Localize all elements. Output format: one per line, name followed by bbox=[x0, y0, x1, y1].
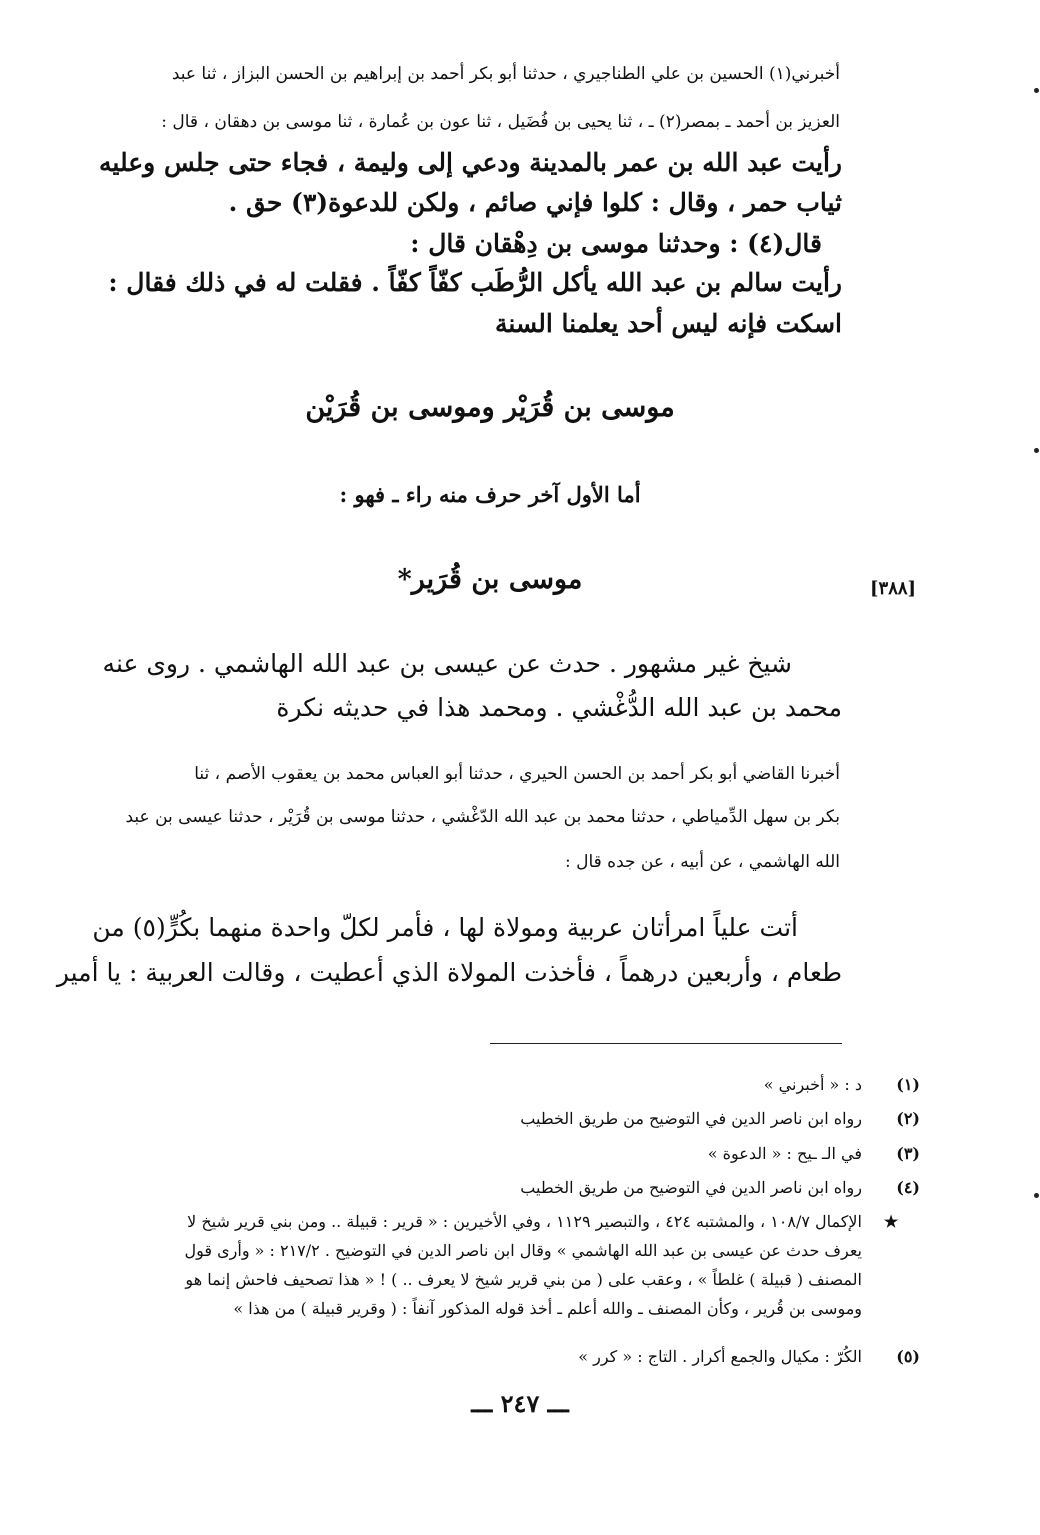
footnote-4 bbox=[130, 1173, 920, 1202]
hadith-line-1: أتت علياً امرأتان عربية ومولاة لها ، فأمر لكلّ واحدة منهما بكُرٍّ(٥) من bbox=[92, 913, 798, 942]
footnote-line: المصنف ( قبيلة ) غلطاً » ، وعقب على ( من بني قرير شيخ لا يعرف .. ) ! « هذا تصحيف فاحش إنما هو bbox=[185, 1270, 862, 1289]
footnote-1 bbox=[130, 1070, 920, 1099]
section-subtitle: أما الأول آخر حرف منه راء ـ فهو : bbox=[339, 482, 641, 507]
footnote-3 bbox=[130, 1139, 920, 1168]
footnote-line: يعرف حدث عن عيسى بن عبد الله الهاشمي » وقال ابن ناصر الدين في التوضيح . ٢١٧/٢ : « وأرى قول bbox=[184, 1241, 862, 1260]
entry-isnad-line-2: بكر بن سهل الدِّمياطي ، حدثنا محمد بن عبد الله الدّغْشي ، حدثنا موسى بن قُرَيْر ، حدثنا عيسى بن عبد bbox=[125, 807, 840, 827]
page-number: ـــ ٢٤٧ ـــ bbox=[471, 1389, 569, 1418]
footnote-number: (٤) bbox=[896, 1178, 920, 1197]
footnote-divider bbox=[490, 1043, 842, 1044]
footnote-number: (٢) bbox=[896, 1109, 920, 1128]
footnote-text: الكُرّ : مكيال والجمع أكرار . التاج : « كرر » bbox=[578, 1347, 862, 1366]
entry-text-line-2: محمد بن عبد الله الدُّغْشي . ومحمد هذا في حديثه نكرة bbox=[276, 693, 842, 722]
text-line-2: ثياب حمر ، وقال : كلوا فإني صائم ، ولكن للدعوة(٣) حق . bbox=[228, 188, 842, 217]
entry-number: [٣٨٨] bbox=[870, 578, 917, 599]
footnote-number: (٣) bbox=[896, 1144, 920, 1163]
entry-isnad-line-3: الله الهاشمي ، عن أبيه ، عن جده قال : bbox=[564, 852, 840, 872]
entry-text-line-1: شيخ غير مشهور . حدث عن عيسى بن عبد الله الهاشمي . روى عنه bbox=[102, 649, 792, 678]
edge-mark bbox=[1034, 1193, 1039, 1198]
footnote-text: رواه ابن ناصر الدين في التوضيح من طريق الخطيب bbox=[520, 1178, 862, 1197]
footnote-text: في الـ ـيح : « الدعوة » bbox=[707, 1144, 862, 1163]
footnote-number: (١) bbox=[896, 1075, 920, 1094]
section-title: موسى بن قُرَيْر وموسى بن قُرَيْن bbox=[305, 392, 675, 423]
text-line-3: قال(٤) : وحدثنا موسى بن دِهْقان قال : bbox=[410, 229, 822, 258]
text-line-5: اسكت فإنه ليس أحد يعلمنا السنة bbox=[495, 309, 842, 338]
isnad-line-2: العزيز بن أحمد ـ بمصر(٢) ـ ، ثنا يحيى بن فُضَيل ، ثنا عون بن عُمارة ، ثنا موسى بن دهقان ، قال : bbox=[161, 112, 840, 132]
footnote-2 bbox=[130, 1104, 920, 1133]
footnote-star bbox=[130, 1207, 920, 1323]
edge-mark bbox=[1034, 88, 1039, 93]
footnote-line: الإكمال ١٠٨/٧ ، والمشتبه ٤٢٤ ، والتبصير ١١٢٩ ، وفي الأخيرين : « قرير : قبيلة .. ومن بني قرير شيخ لا bbox=[187, 1212, 862, 1231]
edge-mark bbox=[1034, 448, 1039, 453]
isnad-line-1: أخبرني(١) الحسين بن علي الطناجيري ، حدثنا أبو بكر أحمد بن إبراهيم بن الحسن البزاز ، ثنا عبد bbox=[171, 64, 840, 84]
entry-isnad-line-1: أخبرنا القاضي أبو بكر أحمد بن الحسن الحيري ، حدثنا أبو العباس محمد بن يعقوب الأصم ، ثنا bbox=[194, 764, 840, 784]
footnote-number: ★ bbox=[883, 1212, 899, 1231]
footnote-line: وموسى بن قُرير ، وكأن المصنف ـ والله أعلم ـ أخذ قوله المذكور آنفاً : ( وقرير قبيلة ) من هذا » bbox=[233, 1299, 862, 1318]
footnote-5 bbox=[130, 1342, 920, 1371]
footnote-text bbox=[130, 1207, 862, 1323]
text-line-4: رأيت سالم بن عبد الله يأكل الرُّطَب كفّاً كفّاً . فقلت له في ذلك فقال : bbox=[108, 268, 842, 297]
footnote-text: رواه ابن ناصر الدين في التوضيح من طريق الخطيب bbox=[520, 1109, 862, 1128]
footnote-number: (٥) bbox=[896, 1347, 920, 1366]
footnote-text: د : « أخبرني » bbox=[763, 1075, 862, 1094]
text-line-1: رأيت عبد الله بن عمر بالمدينة ودعي إلى وليمة ، فجاء حتى جلس وعليه bbox=[99, 148, 842, 177]
entry-title: موسى بن قُرَير* bbox=[397, 564, 583, 595]
hadith-line-2: طعام ، وأربعين درهماً ، فأخذت المولاة الذي أعطيت ، وقالت العربية : يا أمير bbox=[56, 958, 842, 987]
